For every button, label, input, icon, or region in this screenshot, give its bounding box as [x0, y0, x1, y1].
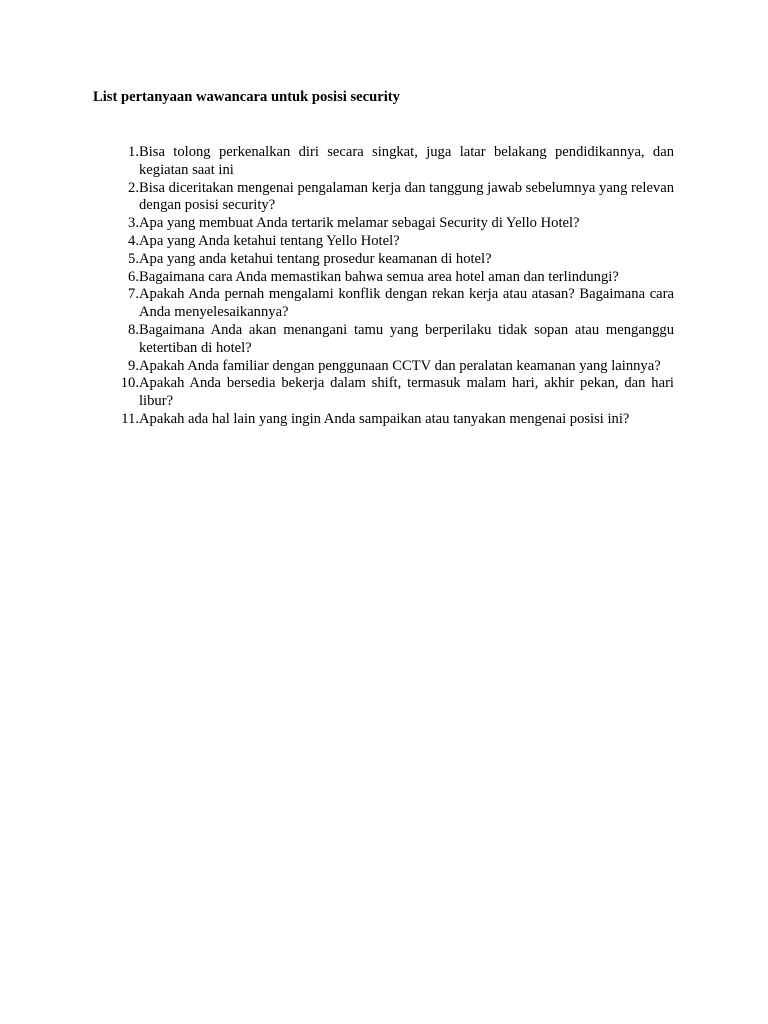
list-item	[93, 144, 674, 180]
list-item-text: Apa yang anda ketahui tentang prosedur keamanan di hotel?	[139, 250, 492, 267]
list-item	[93, 411, 674, 429]
list-item-number: 10.	[120, 375, 139, 392]
list-item-number: 9.	[128, 357, 139, 374]
list-item-text: Bisa diceritakan mengenai pengalaman kerja dan tanggung jawab sebelumnya yang relevan dengan posisi security?	[139, 179, 674, 214]
list-item-number: 3.	[128, 215, 139, 232]
list-item-number: 11.	[121, 410, 139, 427]
list-item-number: 6.	[128, 268, 139, 285]
list-item-text: Bagaimana Anda akan menangani tamu yang berperilaku tidak sopan atau menganggu ketertiban di hotel?	[139, 321, 674, 356]
list-item-text: Apakah ada hal lain yang ingin Anda sampaikan atau tanyakan mengenai posisi ini?	[139, 410, 630, 427]
list-item	[93, 215, 674, 233]
list-item-number: 8.	[128, 321, 139, 338]
list-item-text: Apa yang membuat Anda tertarik melamar sebagai Security di Yello Hotel?	[139, 215, 580, 232]
list-item-number: 4.	[128, 232, 139, 249]
list-item	[93, 269, 674, 287]
list-item-number: 7.	[128, 286, 139, 303]
list-item-text: Apakah Anda bersedia bekerja dalam shift, termasuk malam hari, akhir pekan, dan hari libur?	[139, 375, 674, 410]
list-item-text: Bisa tolong perkenalkan diri secara singkat, juga latar belakang pendidikannya, dan kegiatan saat ini	[139, 144, 674, 178]
list-item-number: 2.	[128, 179, 139, 196]
list-item-text: Bagaimana cara Anda memastikan bahwa semua area hotel aman dan terlindungi?	[139, 268, 619, 285]
list-item	[93, 251, 674, 269]
list-item-text: Apakah Anda pernah mengalami konflik dengan rekan kerja atau atasan? Bagaimana cara Anda menyelesaikannya?	[139, 286, 674, 321]
list-item	[93, 322, 674, 358]
list-item	[93, 180, 674, 216]
list-item	[93, 233, 674, 251]
document-title: List pertanyaan wawancara untuk posisi security	[93, 89, 400, 105]
question-list	[93, 144, 674, 429]
list-item	[93, 286, 674, 322]
list-item	[93, 375, 674, 411]
list-item-text: Apakah Anda familiar dengan penggunaan CCTV dan peralatan keamanan yang lainnya?	[139, 357, 661, 374]
list-item-number: 1.	[128, 144, 139, 160]
list-item-number: 5.	[128, 250, 139, 267]
list-item-text: Apa yang Anda ketahui tentang Yello Hotel?	[139, 232, 400, 249]
list-item	[93, 358, 674, 376]
